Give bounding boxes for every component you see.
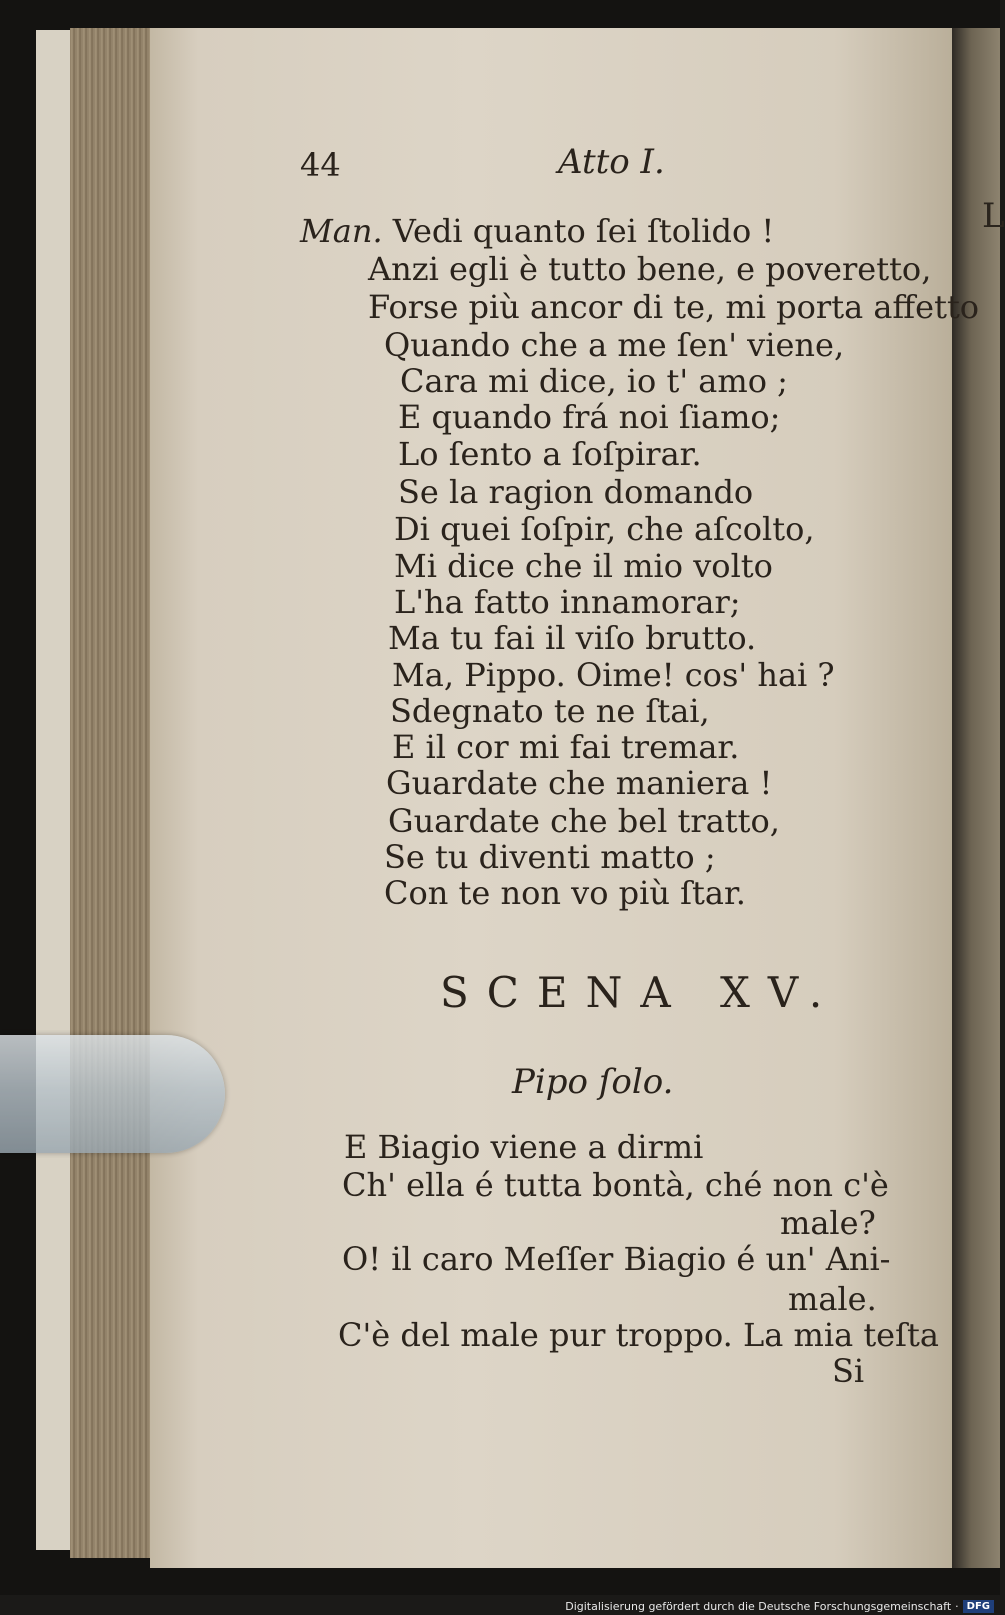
verse-line: C'è del male pur troppo. La mia teſta — [338, 1316, 939, 1354]
verse-line: Forse più ancor di te, mi porta affetto — [368, 288, 980, 326]
scene-title: SCENA XV. — [440, 968, 841, 1017]
verse-line: Con te non vo più ſtar. — [384, 874, 746, 912]
verse-line: Mi dice che il mio volto — [394, 547, 773, 585]
verse-line: Se tu diventi matto ; — [384, 838, 716, 876]
footer-text: Digitalisierung gefördert durch die Deutsche Forschungsgemeinschaft — [565, 1600, 952, 1613]
verse-line: Cara mi dice, io t' amo ; — [400, 362, 788, 400]
verse-line: Lo ſento a ſoſpirar. — [398, 435, 702, 473]
verse-line: E quando frá noi ſiamo; — [398, 398, 781, 436]
verse-line: Ma, Pippo. Oime! cos' hai ? — [392, 656, 835, 694]
verse-line: Quando che a me ſen' viene, — [384, 326, 845, 364]
verse-line: Si — [832, 1352, 865, 1390]
footer-credit — [565, 1600, 994, 1613]
right-page-edge — [952, 28, 1000, 1568]
verse-line: Guardate che bel tratto, — [388, 802, 780, 840]
verse-line: L'ha fatto innamorar; — [394, 583, 741, 621]
footer-separator: · — [955, 1600, 959, 1613]
verse-line: Se la ragion domando — [398, 473, 754, 511]
verse-line — [300, 212, 774, 250]
right-page-fragment: L — [982, 196, 1005, 236]
verse-line: Ch' ella é tutta bontà, ché non c'è — [342, 1166, 889, 1204]
page-number: 44 — [300, 146, 341, 184]
page-stack-edge — [70, 28, 162, 1558]
verse-line: Anzi egli è tutto bene, e poveretto, — [368, 250, 932, 288]
verse-line: E Biagio viene a dirmi — [344, 1128, 704, 1166]
verse-line: male? — [780, 1204, 876, 1242]
verse-line: Ma tu fai il viſo brutto. — [388, 619, 757, 657]
verse-line: Guardate che maniera ! — [386, 764, 773, 802]
verse-line: Sdegnato te ne ſtai, — [390, 692, 710, 730]
running-head: Atto I. — [558, 142, 665, 182]
verse-line: E il cor mi fai tremar. — [392, 728, 740, 766]
verse-line: male. — [788, 1280, 877, 1318]
verse-line: O! il caro Meſſer Biagio é un' Ani- — [342, 1240, 891, 1278]
stage-direction: Pipo ſolo. — [512, 1062, 674, 1102]
verse-line: Di quei ſoſpir, che aſcolto, — [394, 510, 815, 548]
speaker-label: Man. — [300, 212, 383, 250]
dfg-logo: DFG — [963, 1600, 994, 1613]
page-clip — [0, 1035, 225, 1153]
verse-text: Vedi quanto ſei ſtolido ! — [392, 212, 775, 250]
